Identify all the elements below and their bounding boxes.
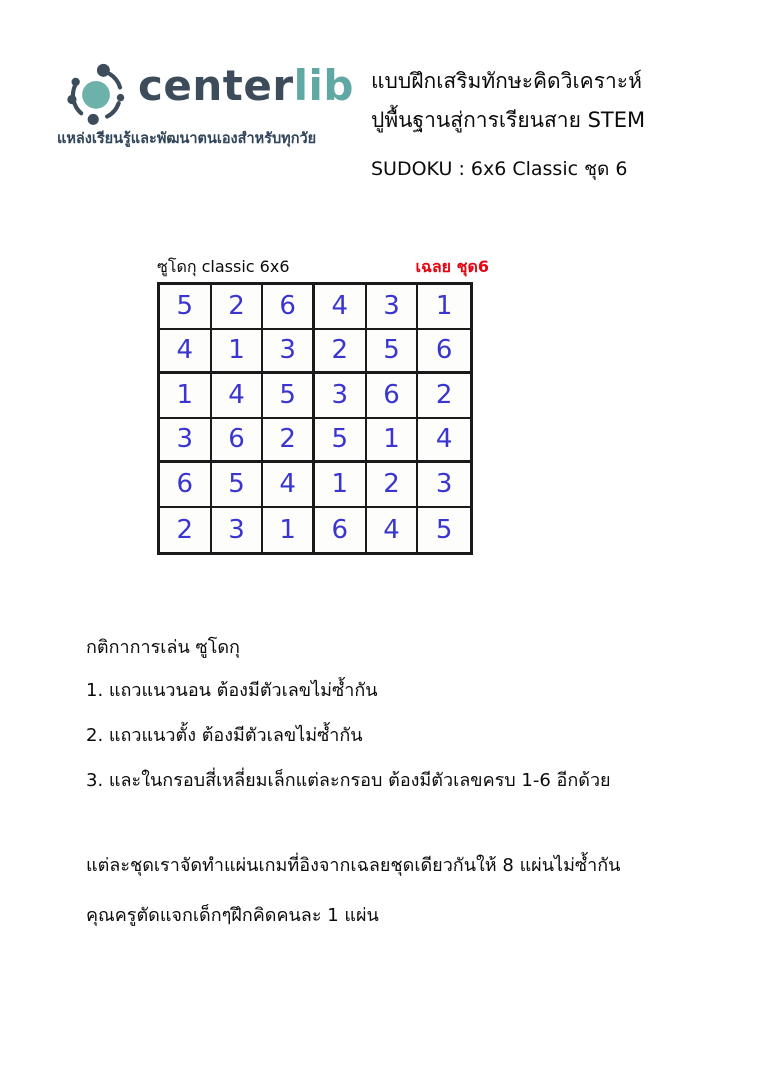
sudoku-cell-r4c4: 5 [315, 419, 367, 464]
sudoku-cell-r4c1: 3 [160, 419, 212, 464]
sudoku-cell-r3c5: 6 [367, 374, 419, 419]
sudoku-cell-r1c1: 5 [160, 285, 212, 330]
sudoku-cell-r6c6: 5 [435, 514, 453, 545]
sudoku-cell-r4c3: 2 [263, 419, 315, 464]
grid-label-row [157, 255, 489, 279]
sudoku-cell-r2c1: 4 [160, 330, 212, 375]
sudoku-cell-r1c6: 1 [418, 285, 470, 330]
footer-note-2: คุณครูตัดแจกเด็กๆฝึกคิดคนละ 1 แผ่น [86, 905, 379, 926]
sudoku-cell-r6c3: 1 [263, 508, 315, 553]
brand-primary-text: center [138, 61, 294, 110]
sudoku-cell-r2c6: 6 [418, 330, 470, 375]
rule-item-3: 3. และในกรอบสี่เหลี่ยมเล็กแต่ละกรอบ ต้องมีตัวเลขครบ 1-6 อีกด้วย [86, 770, 611, 791]
worksheet-title-line2: ปูพื้นฐานสู่การเรียนสาย STEM [371, 108, 646, 132]
sudoku-cell-r5c4: 1 [315, 463, 367, 508]
sudoku-cell-r3c2: 4 [212, 374, 264, 419]
sudoku-cell-r4c2: 6 [212, 419, 264, 464]
sudoku-cell-r5c1: 6 [160, 463, 212, 508]
rule-item-1: 1. แถวแนวนอน ต้องมีตัวเลขไม่ซ้ำกัน [86, 680, 378, 701]
sudoku-cell-r5c6: 3 [418, 463, 470, 508]
sudoku-cell-r3c6: 2 [418, 374, 470, 419]
sudoku-cell-r4c6: 4 [418, 419, 470, 464]
rules-title: กติกาการเล่น ซูโดกุ [86, 637, 240, 658]
sudoku-cell-r1c2: 2 [212, 285, 264, 330]
worksheet-title-line1: แบบฝึกเสริมทักษะคิดวิเคราะห์ [371, 69, 642, 93]
sudoku-cell-r5c3: 4 [263, 463, 315, 508]
footer-note-1: แต่ละชุดเราจัดทำแผ่นเกมที่อิงจากเฉลยชุดเดียวกันให้ 8 แผ่นไม่ซ้ำกัน [86, 855, 621, 876]
centerlib-logo-icon [57, 56, 135, 130]
sudoku-cell-r2c4: 2 [315, 330, 367, 375]
answer-set-label: เฉลย ชุด6 [415, 257, 489, 276]
sudoku-cell-r1c5: 3 [367, 285, 419, 330]
sudoku-cell-r6c1: 2 [160, 508, 212, 553]
logo-tagline: แหล่งเรียนรู้และพัฒนาตนเองสำหรับทุกวัย [57, 131, 317, 147]
sudoku-cell-r3c3: 5 [263, 374, 315, 419]
sudoku-cell-r5c2: 5 [212, 463, 264, 508]
centerlib-wordmark [138, 63, 354, 109]
sudoku-cell-r2c5: 5 [367, 330, 419, 375]
worksheet-title-line3: SUDOKU : 6x6 Classic ชุด 6 [371, 158, 628, 180]
brand-secondary-text: lib [293, 61, 354, 110]
grid-title: ซูโดกุ classic 6x6 [157, 257, 290, 276]
sudoku-cell-r4c5: 1 [367, 419, 419, 464]
sudoku-cell-r3c1: 1 [160, 374, 212, 419]
sudoku-grid [157, 282, 473, 555]
sudoku-cell-r6c2: 3 [212, 508, 264, 553]
rule-item-2: 2. แถวแนวตั้ง ต้องมีตัวเลขไม่ซ้ำกัน [86, 725, 363, 746]
sudoku-cell-r3c4: 3 [315, 374, 367, 419]
sudoku-cell-r2c3: 3 [263, 330, 315, 375]
sudoku-cell-r2c2: 1 [212, 330, 264, 375]
sudoku-cell-r6c4: 6 [315, 508, 367, 553]
sudoku-cell-r6c5: 4 [367, 508, 419, 553]
sudoku-cell-r1c4: 4 [315, 285, 367, 330]
sudoku-cell-r5c5: 2 [367, 463, 419, 508]
sudoku-cell-r1c3: 6 [263, 285, 315, 330]
